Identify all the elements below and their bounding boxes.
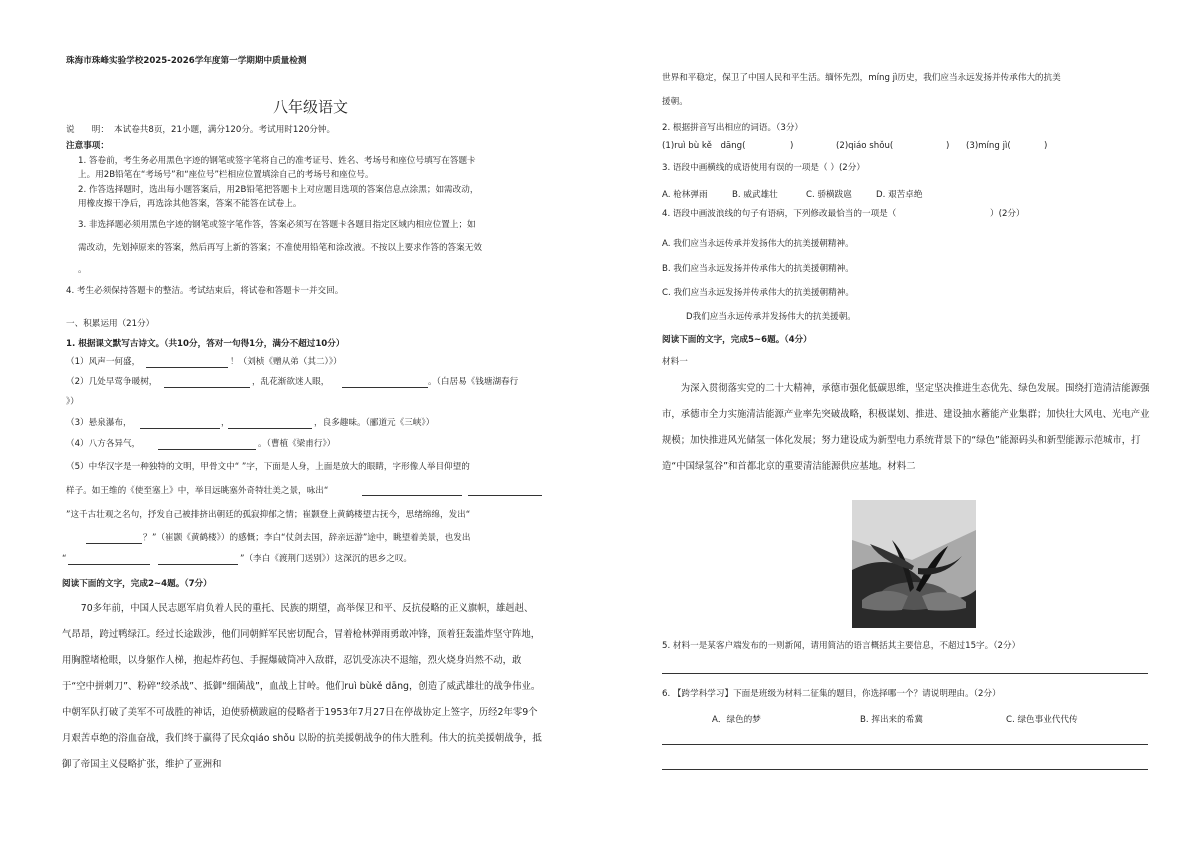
q1-5-line4: ”（崔颢《黄鹤楼》）的感慨；李白“仗剑去国，辞亲远游”途中，眺望着美景，也发出 [152, 533, 471, 543]
answer-blank [362, 495, 462, 496]
q1-2-mid: ，乱花渐欲迷人眼， [252, 377, 330, 387]
q3-option-b: B. 威武雄壮 [732, 190, 778, 200]
q4-option-d: D我们应当永远传承并发扬伟大的抗美援朝。 [686, 312, 856, 322]
q6-option-c: C. 绿色事业代代传 [1006, 715, 1078, 725]
school-header: 珠海市珠峰实验学校2025-2026学年度第一学期期中质量检测 [66, 56, 307, 66]
answer-blank [68, 564, 150, 565]
note-2a: 2. 作答选择题时，选出每小题答案后，用2B铅笔把答题卡上对应题目选项的答案信息点涂黑；如需改动， [78, 185, 479, 195]
reading2-heading: 阅读下面的文字，完成5~6题。（4分） [662, 335, 812, 345]
q1-2-end: 。（白居易《钱塘湖春行 [428, 377, 519, 387]
q1-3-start: （3）悬泉瀑布， [66, 418, 132, 428]
q2-item-1: (1)ruì bù kě dāng( [662, 141, 746, 151]
notes-heading: 注意事项： [66, 141, 109, 151]
q4-option-c: C. 我们应当永远发扬并传承伟大的抗美援朝精神。 [662, 288, 854, 298]
desc-text: 本试卷共8页，21小题，满分120分。考试用时120分钟。 [114, 125, 336, 135]
q1-heading: 1. 根据课文默写古诗文。（共10分，答对一句得1分，满分不超过10分） [66, 339, 345, 349]
answer-line [662, 673, 1148, 674]
q2-item-2: (2)qiáo shǒu( [836, 141, 894, 151]
q2-item-3-close: ) [1044, 141, 1048, 151]
note-1b: 上。用2B铅笔在“考场号”和“座位号”栏相应位置填涂自己的考场号和座位号。 [78, 170, 374, 180]
answer-blank [86, 543, 142, 544]
q1-4-end: 。（曹植《梁甫行》） [258, 439, 336, 449]
passage-continued-end: 援朝。 [662, 97, 688, 107]
answer-blank [164, 387, 250, 388]
q1-5-line5: ”（李白《渡荆门送别》）这深沉的思乡之叹。 [240, 554, 413, 564]
q2-item-3: (3)míng jì( [966, 141, 1011, 151]
q2-item-1-close: ) [790, 141, 794, 151]
q5-heading: 5. 材料一是某客户端发布的一则新闻，请用简洁的语言概括其主要信息，不超过15字。（2分） [662, 641, 1021, 651]
answer-blank [468, 495, 542, 496]
q4-heading: 4. 语段中画波浪线的句子有语病，下列修改最恰当的一项是（ [662, 209, 897, 219]
q1-5-line1: （5）中华汉字是一种独特的文明，甲骨文中“ ”字，下面是人身，上面是放大的眼睛，字形像人举目仰望的 [66, 462, 470, 472]
q4-heading-end: ）(2分） [990, 209, 1025, 219]
material-2-photo [852, 500, 976, 628]
q1-5-line3: ”这千古壮观之名句，抒发自己被排挤出朝廷的孤寂抑郁之情；崔颢登上黄鹤楼望古抚今，思绪绵绵，发出“ [66, 510, 471, 520]
answer-blank [342, 387, 428, 388]
desc-label: 说 明： [66, 125, 109, 135]
answer-blank [158, 449, 256, 450]
q1-5-open-quote: “ [62, 554, 67, 564]
note-2b: 用橡皮擦干净后，再选涂其他答案，答案不能答在试卷上。 [78, 199, 302, 209]
q1-2-tail: 》） [66, 397, 79, 407]
exam-title: 八年级语文 [273, 98, 349, 116]
note-1a: 1. 答卷前，考生务必用黑色字迹的钢笔或签字笔将自己的准考证号、姓名、考场号和座位号填写在答题卡 [78, 156, 476, 166]
q3-option-a: A. 枪林弹雨 [662, 190, 708, 200]
answer-blank [158, 564, 238, 565]
note-3a: 3. 非选择题必须用黑色字迹的钢笔或签字笔作答，答案必须写在答题卡各题目指定区域内相应位置上；如 [78, 220, 476, 230]
note-3b: 需改动，先划掉原来的答案，然后再写上新的答案；不准使用铅笔和涂改液。不按以上要求作答的答案无效 [78, 243, 482, 253]
q4-option-b: B. 我们应当永远发扬并传承伟大的抗美援朝精神。 [662, 264, 854, 274]
q1-4-start: （4）八方各异气， [66, 439, 141, 449]
q2-item-2-close: ) [946, 141, 950, 151]
passage-continued: 世界和平稳定，保卫了中国人民和平生活。缅怀先烈，míng jì历史，我们应当永远发扬并传承伟大的抗美 [662, 73, 1061, 83]
q1-1-start: （1）风声一何盛， [66, 357, 141, 367]
q1-3-comma: ， [221, 418, 230, 428]
answer-line [662, 769, 1148, 770]
q2-heading: 2. 根据拼音写出相应的词语。（3分） [662, 123, 804, 133]
plant-hands-image [852, 500, 976, 628]
q1-3-end: ，良多趣味。（郦道元《三峡》） [314, 418, 435, 428]
q4-option-a: A. 我们应当永远传承并发扬伟大的抗美援朝精神。 [662, 239, 854, 249]
answer-blank [146, 367, 228, 368]
material-1-text: 为深入贯彻落实党的二十大精神，承德市强化低碳思维，坚定坚决推进生态优先、绿色发展。围绕打造清洁能源强市，承德市全力实施清洁能源产业率先突破战略，积极谋划、推进、建设抽水蓄能产业集群；加快壮大风电、光电产业规模；加快推进风光储氢一体化发展；努力建设成为新型电力系统背景下的“绿色”能源码头和新型能源示范城市，打造“中国绿氢谷”和首都北京的重要清洁能源供应基地。材料二 [662, 383, 1150, 472]
q1-5-line2: 样子。如王维的《使至塞上》中，举目远眺塞外奇特壮美之景，咏出“ [66, 486, 329, 496]
answer-line [662, 744, 1148, 745]
q6-option-a: A．绿色的梦 [712, 715, 761, 725]
q6-option-b: B. 挥出来的希冀 [860, 715, 923, 725]
q1-5-question-mark: ？ [143, 533, 152, 543]
q1-2-start: （2）几处早莺争暖树， [66, 377, 158, 387]
reading-heading: 阅读下面的文字，完成2~4题。（7分） [62, 579, 212, 589]
q3-option-d: D. 艰苦卓绝 [876, 190, 923, 200]
reading-passage: 70多年前，中国人民志愿军肩负着人民的重托、民族的期望，高举保卫和平、反抗侵略的正义旗帜，雄赳赳、气昂昂，跨过鸭绿江。经过长途跋涉，他们同朝鲜军民密切配合，冒着枪林弹雨勇敢冲锋，顶着狂轰滥炸坚守阵地，用胸膛堵枪眼，以身躯作人梯，抱起炸药包、手握爆破筒冲入敌群，忍饥受冻决不退缩，烈火烧身岿然不动，敢于“空中拼刺刀”、粉碎“绞杀战”、抵御“细菌战”，血战上甘岭。他们ruì bùkě dāng，创造了威武雄壮的战争伟业。中朝军队打破了美军不可战胜的神话，迫使骄横跋扈的侵略者于1953年7月27日在停战协定上签字，历经2年零9个月艰苦卓绝的浴血奋战，我们终于赢得了民众qiáo shǒu 以盼的抗美援朝战争的伟大胜利。伟大的抗美援朝战争，抵御了帝国主义侵略扩张，维护了亚洲和 [62, 603, 542, 770]
answer-blank [140, 428, 220, 429]
note-4: 4. 考生必须保持答题卡的整洁。考试结束后，将试卷和答题卡一并交回。 [66, 286, 344, 296]
q3-heading: 3. 语段中画横线的成语使用有误的一项是（ ）(2分） [662, 163, 865, 173]
note-3c: 。 [78, 265, 87, 275]
q1-1-end: ！（刘桢《赠从弟（其二）》） [230, 357, 342, 367]
material-1-label: 材料一 [662, 357, 688, 367]
answer-blank [228, 428, 312, 429]
q3-option-c: C. 骄横跋扈 [806, 190, 852, 200]
q6-heading: 6. 【跨学科学习】下面是班级为材料二征集的题目，你选择哪一个？请说明理由。（2分） [662, 689, 1001, 699]
section-1-heading: 一、积累运用（21分） [66, 319, 155, 329]
